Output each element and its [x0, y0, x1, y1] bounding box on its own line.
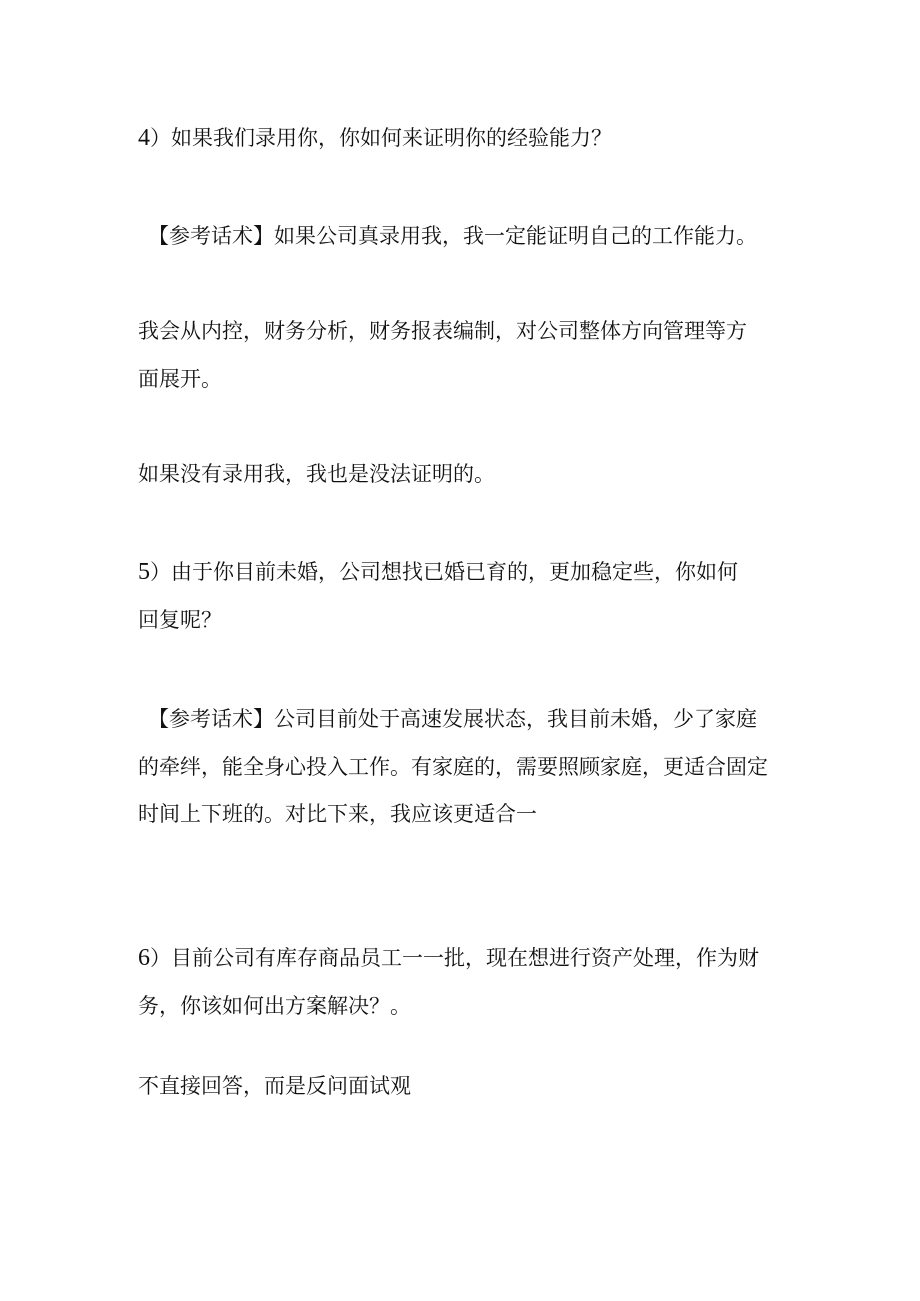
q4-answer-reference: 【参考话术】如果公司真录用我，我一定能证明自己的工作能力。 [148, 224, 757, 248]
q5-question-line-2: 回复呢？ [138, 608, 222, 632]
q6-number: 6 [138, 945, 150, 971]
q6-question-line-1 [138, 943, 759, 973]
q4-question-text: ）如果我们录用你，你如何来证明你的经验能力？ [150, 126, 612, 150]
q5-answer-line-1: 【参考话术】公司目前处于高速发展状态，我目前未婚，少了家庭 [148, 707, 757, 731]
q5-question-text-1: ）由于你目前未婚，公司想找已婚已育的，更加稳定些，你如何 [150, 560, 738, 584]
q6-answer: 不直接回答，而是反问面试观 [138, 1074, 411, 1098]
q4-answer-line-1: 我会从内控，财务分析，财务报表编制，对公司整体方向管理等方 [138, 319, 747, 343]
q6-question-text-1: ）目前公司有库存商品员工一一批，现在想进行资产处理，作为财 [150, 946, 759, 970]
q4-answer-closing: 如果没有录用我，我也是没法证明的。 [138, 462, 495, 486]
q5-question-line-1 [138, 557, 738, 587]
q5-answer-line-2: 的牵绊，能全身心投入工作。有家庭的，需要照顾家庭，更适合固定 [138, 755, 768, 779]
q6-question-line-2: 务，你该如何出方案解决？。 [138, 994, 411, 1018]
q5-number: 5 [138, 559, 150, 585]
q4-answer-line-2: 面展开。 [138, 367, 222, 391]
q4-question [138, 123, 612, 153]
q5-answer-line-3: 时间上下班的。对比下来，我应该更适合一 [138, 802, 537, 826]
q4-number: 4 [138, 125, 150, 151]
